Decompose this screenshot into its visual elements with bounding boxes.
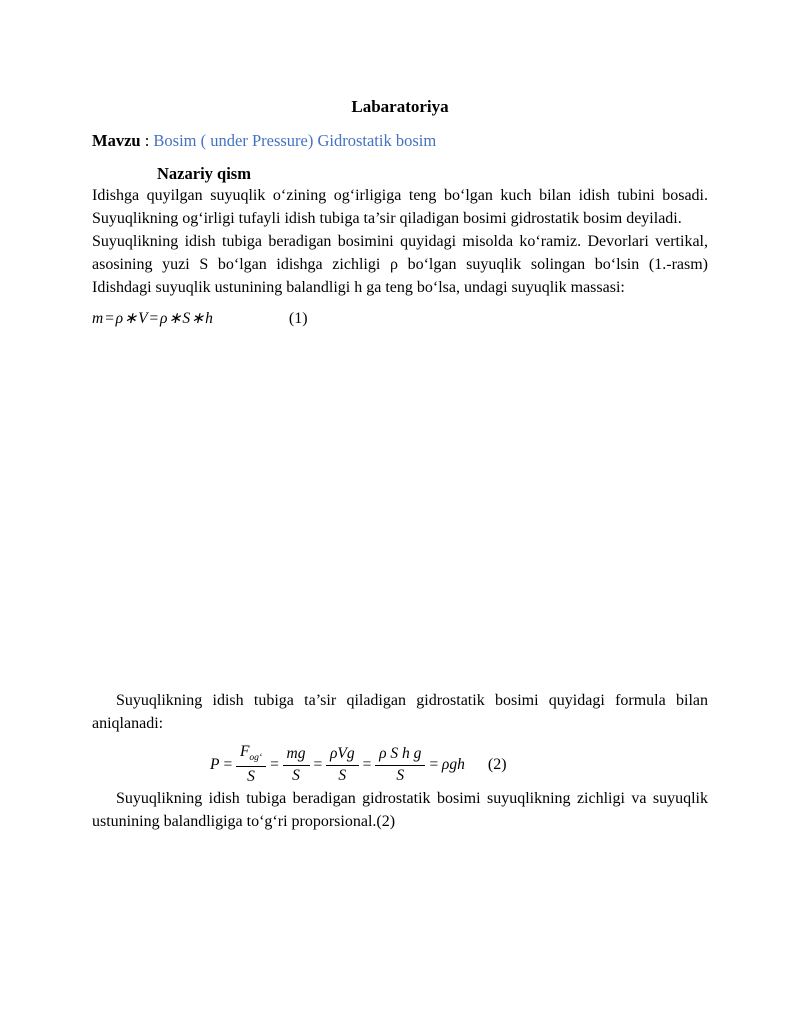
formula-pressure bbox=[210, 743, 708, 787]
formula-pressure-number: (2) bbox=[487, 756, 507, 773]
paragraph-definition: Idishga quyilgan suyuqlik o‘zining og‘irligiga teng bo‘lgan kuch bilan idish tubini bosadi. Suyuqlikning og‘irligi tufayli idish tubiga ta’sir qiladigan bosimi gidrostatik bosim deyiladi. bbox=[92, 187, 708, 227]
fraction-denominator: S bbox=[338, 766, 347, 784]
topic-value: Bosim ( under Pressure) Gidrostatik bosim bbox=[153, 131, 437, 150]
topic-line bbox=[92, 130, 708, 151]
blank-figure-space bbox=[92, 329, 708, 689]
paragraph-conclusion: Suyuqlikning idish tubiga beradigan gidrostatik bosimi suyuqlikning zichligi va suyuqlik ustunining balandligiga to‘g‘ri proporsional.(2) bbox=[92, 790, 708, 830]
topic-separator: : bbox=[140, 131, 154, 150]
fraction-rho-vg bbox=[326, 745, 359, 785]
force-symbol: F bbox=[239, 743, 250, 761]
formula-pressure-lhs: P bbox=[210, 756, 220, 773]
fraction-rho-shg bbox=[375, 745, 425, 785]
paragraph-formula-intro: Suyuqlikning idish tubiga ta’sir qiladigan gidrostatik bosimi quyidagi formula bilan aniqlanadi: bbox=[92, 692, 708, 732]
paragraph-example: Suyuqlikning idish tubiga beradigan bosimini quyidagi misolda ko‘ramiz. Devorlari vertikal, asosining yuzi S bo‘lgan idishga zichligi ρ bo‘lgan suyuqlik solingan bo‘lsin (1.-rasm) Idishdagi suyuqlik ustunining balandligi h ga teng bo‘lsa, undagi suyuqlik massasi: bbox=[92, 233, 708, 296]
equals-sign: = bbox=[222, 756, 233, 773]
fraction-numerator: ρ S h g bbox=[375, 745, 425, 766]
equals-sign: = bbox=[361, 756, 373, 773]
fraction-numerator: ρVg bbox=[326, 745, 359, 766]
fraction-mg bbox=[283, 745, 310, 785]
formula-pressure-rhs: ρgh bbox=[441, 756, 465, 773]
force-subscript: og‘ bbox=[249, 753, 263, 764]
equals-sign: = bbox=[428, 756, 439, 773]
fraction-denominator: S bbox=[292, 766, 300, 784]
equals-sign: = bbox=[312, 756, 323, 773]
section-heading: Nazariy qism bbox=[157, 164, 251, 183]
equals-sign: = bbox=[269, 756, 280, 773]
topic-label: Mavzu bbox=[92, 131, 141, 150]
formula-mass bbox=[92, 308, 708, 329]
formula-mass-number: (1) bbox=[288, 310, 308, 327]
fraction-denominator: S bbox=[247, 767, 255, 785]
fraction-weight-force bbox=[236, 743, 266, 786]
formula-mass-expression: m=ρ∗V=ρ∗S∗h bbox=[92, 310, 214, 327]
fraction-numerator: mg bbox=[283, 745, 310, 766]
fraction-denominator: S bbox=[396, 766, 405, 784]
fraction-numerator bbox=[236, 743, 266, 766]
page-title: Labaratoriya bbox=[351, 97, 449, 116]
